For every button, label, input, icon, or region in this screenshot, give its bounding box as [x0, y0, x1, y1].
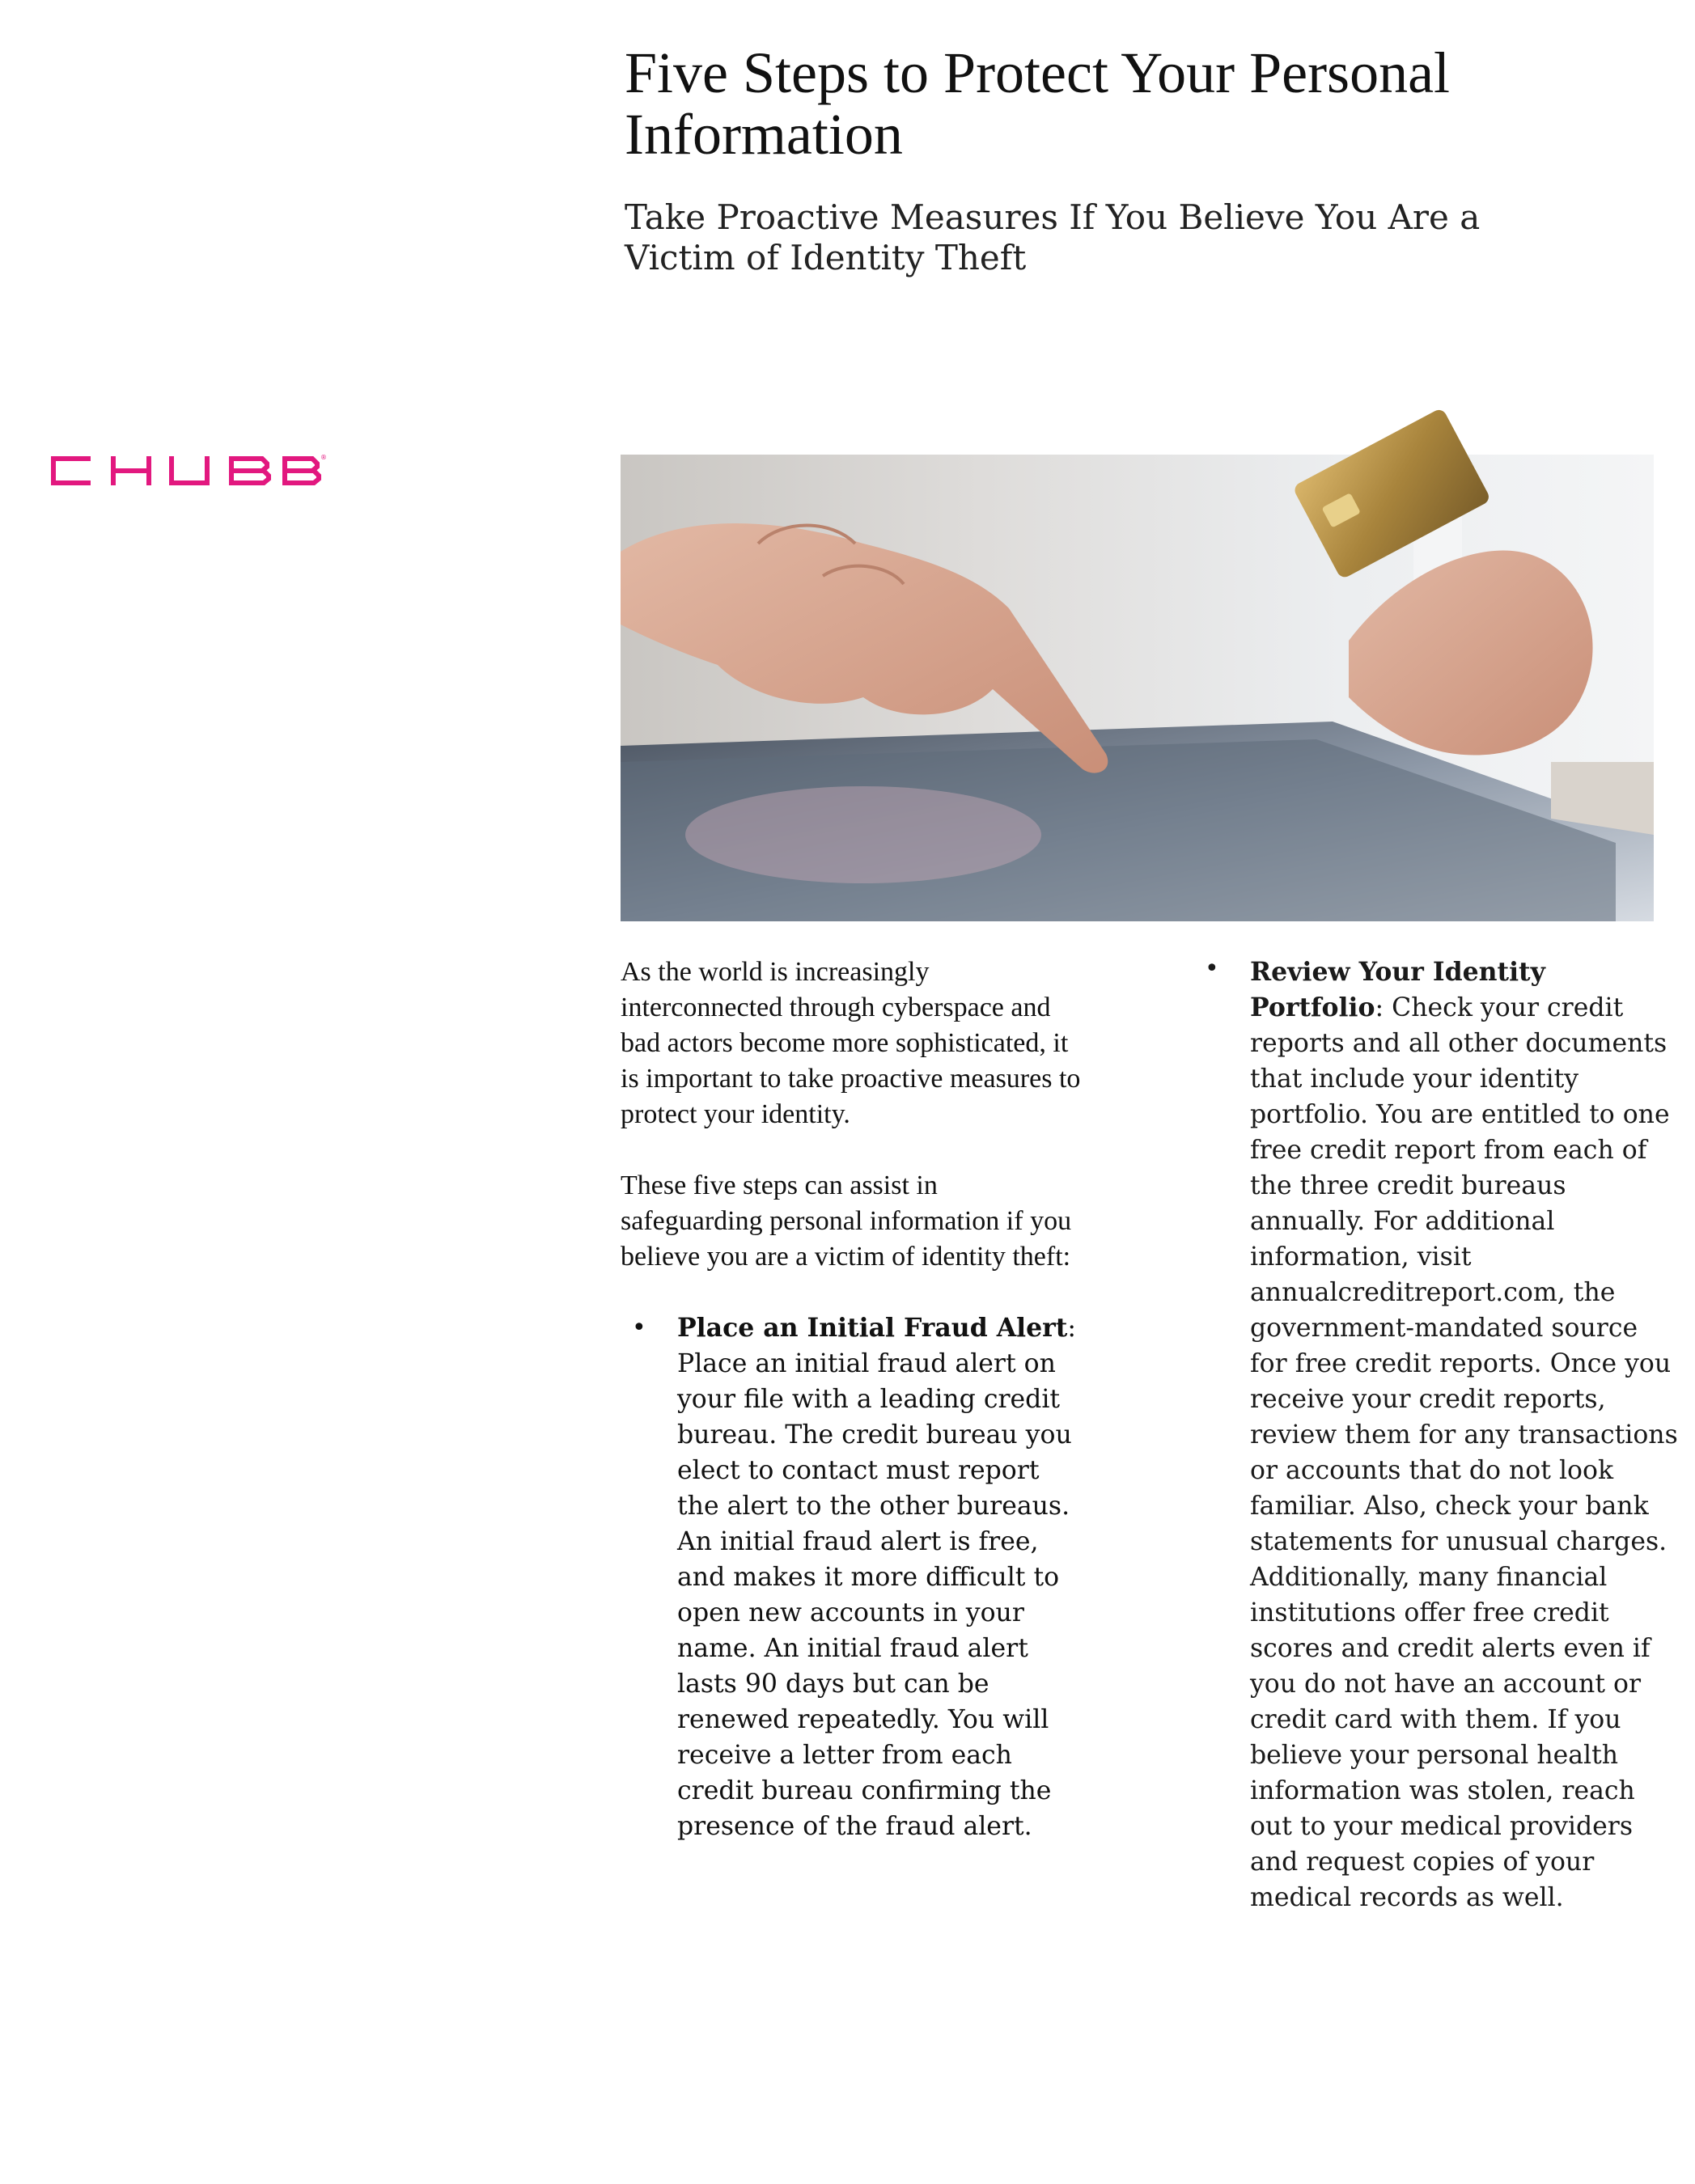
bullet-icon: •	[632, 1314, 646, 1342]
chubb-logo	[49, 451, 327, 490]
step-text: Place an initial fraud alert on your file with a leading credit bureau. The credit bureau you elect to contact must report the alert to the other bureaus. An initial fraud alert is free, and makes it more difficult to open new accounts in your name. An initial fraud alert lasts 90 days but can be renewed repeatedly. You will receive a letter from each credit bureau confirming the presence of the fraud alert.	[677, 1349, 1072, 1841]
left-column	[621, 954, 1082, 1844]
step-text: Check your credit reports and all other documents that include your identity portfolio. You are entitled to one free credit report from each of the three credit bureaus annually. For additional information, visit annualcreditreport.com, the government-mandated source for free credit reports. Once you receive your credit reports, review them for any transactions or accounts that do not look familiar. Also, check your bank statements for unusual charges. Additionally, many financial institutions offer free credit scores and credit alerts even if you do not have an account or credit card with them. If you believe your personal health information was stolen, reach out to your medical providers and request copies of your medical records as well.	[1250, 993, 1678, 1912]
list-item-fraud-alert	[621, 1310, 1082, 1844]
steps-intro-paragraph: These five steps can assist in safeguarding personal information if you believe you are a victim of identity theft:	[621, 1170, 1072, 1272]
svg-text:®: ®	[320, 454, 327, 461]
step-heading: Place an Initial Fraud Alert	[677, 1313, 1068, 1343]
intro-paragraph: As the world is increasingly interconnected through cyberspace and bad actors become more sophisticated, it is important to take proactive measures to protect your identity.	[621, 957, 1081, 1129]
hero-photo	[621, 455, 1654, 921]
page-subtitle: Take Proactive Measures If You Believe You Are a Victim of Identity Theft	[625, 197, 1481, 277]
page-title: Five Steps to Protect Your Personal Information	[625, 40, 1451, 167]
step-separator: :	[1067, 1314, 1076, 1343]
right-column	[1193, 954, 1679, 1915]
step-heading: Review Your Identity Portfolio	[1250, 957, 1545, 1022]
bullet-icon: •	[1205, 954, 1219, 983]
list-item-identity-portfolio	[1193, 954, 1679, 1915]
step-separator: :	[1375, 993, 1384, 1022]
